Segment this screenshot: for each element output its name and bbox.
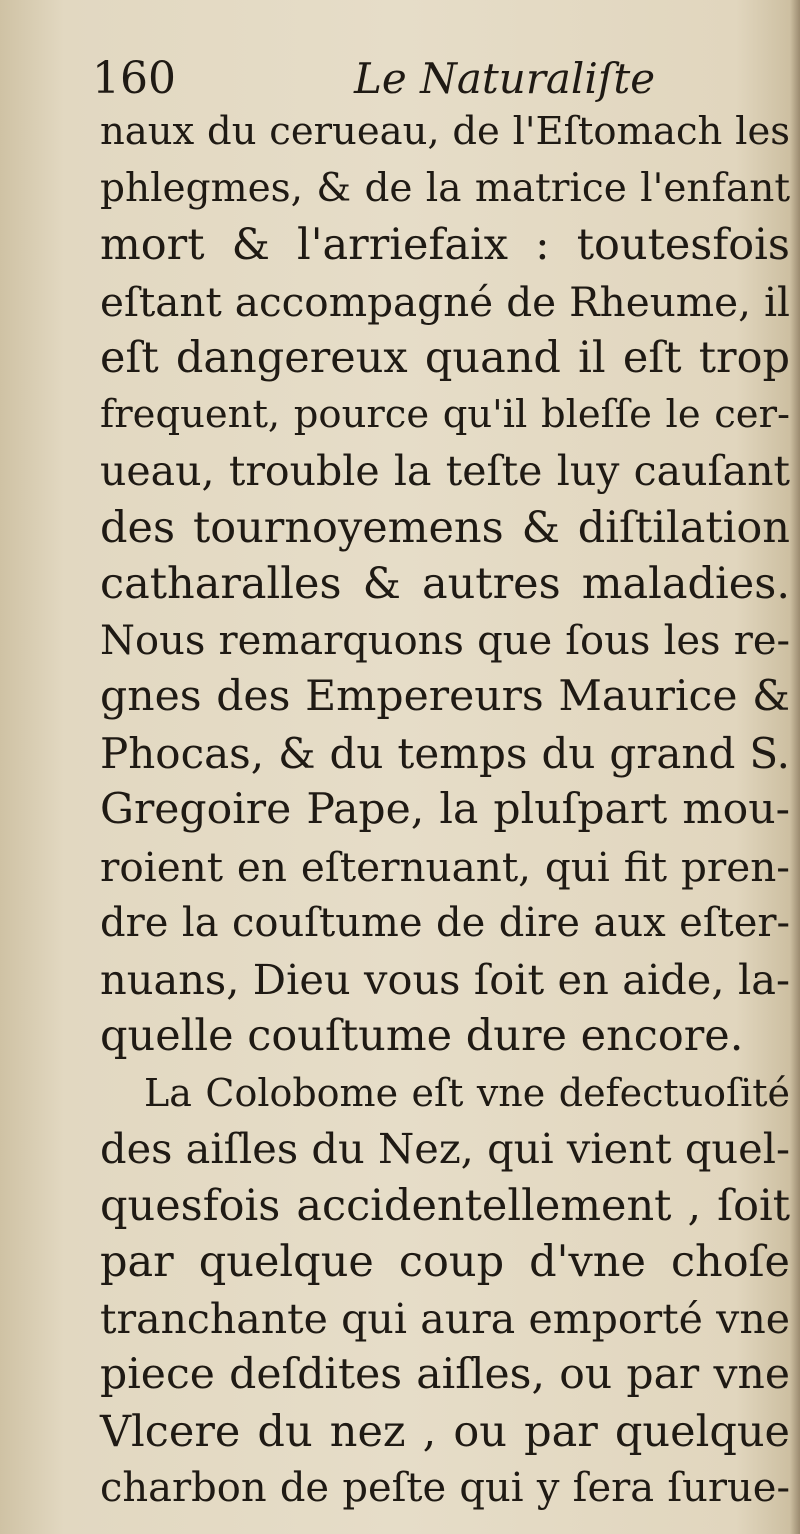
text-line: frequent, pource qu'il bleſſe le cer- bbox=[100, 391, 790, 437]
text-line: naux du cerueau, de l'Eſtomach les bbox=[100, 109, 790, 154]
text-line: mort & l'arriefaix : toutesfois bbox=[100, 220, 790, 270]
text-line: ueau, trouble la teſte luy cauſant bbox=[100, 447, 790, 495]
text-line: eſtant accompagné de Rheume, il bbox=[100, 277, 790, 326]
text-line: quesfois accidentellement , ſoit bbox=[100, 1180, 790, 1231]
page-header bbox=[92, 50, 692, 108]
text-line: Nous remarquons que ſous les re- bbox=[100, 617, 790, 664]
text-line: piece deſdites aiſles, ou par vne bbox=[100, 1350, 790, 1399]
text-line: La Colobome eſt vne defectuoſité bbox=[144, 1070, 790, 1115]
text-line: Phocas, & du temps du grand S. bbox=[100, 728, 790, 778]
page-number: 160 bbox=[92, 53, 176, 104]
text-line: quelle couſtume dure encore. bbox=[100, 1011, 744, 1061]
text-line: gnes des Empereurs Maurice & bbox=[100, 672, 790, 721]
text-line: nuans, Dieu vous ſoit en aide, la- bbox=[100, 954, 790, 1004]
text-line: roient en eſternuant, qui fit pren- bbox=[100, 842, 790, 891]
text-line: Gregoire Pape, la pluſpart mou- bbox=[100, 785, 790, 834]
text-line: tranchante qui aura emporté vne bbox=[100, 1294, 790, 1343]
text-line: phlegmes, & de la matrice l'enfant bbox=[100, 165, 790, 211]
text-line: par quelque coup d'vne choſe bbox=[100, 1237, 790, 1287]
body-text bbox=[100, 104, 790, 1517]
text-line: dre la couſtume de dire aux eſter- bbox=[100, 900, 790, 946]
running-title: Le Naturaliſte bbox=[354, 54, 656, 103]
text-line: eſt dangereux quand il eſt trop bbox=[100, 333, 790, 383]
text-line: catharalles & autres maladies. bbox=[100, 559, 790, 609]
text-line: des tournoyemens & diſtilation bbox=[100, 502, 790, 553]
text-line: Vlcere du nez , ou par quelque bbox=[100, 1406, 790, 1457]
text-line: charbon de peſte qui y ſera ſurue- bbox=[100, 1465, 790, 1511]
page-edge-shadow bbox=[790, 0, 800, 1534]
text-line: des aiſles du Nez, qui vient quel- bbox=[100, 1124, 790, 1173]
